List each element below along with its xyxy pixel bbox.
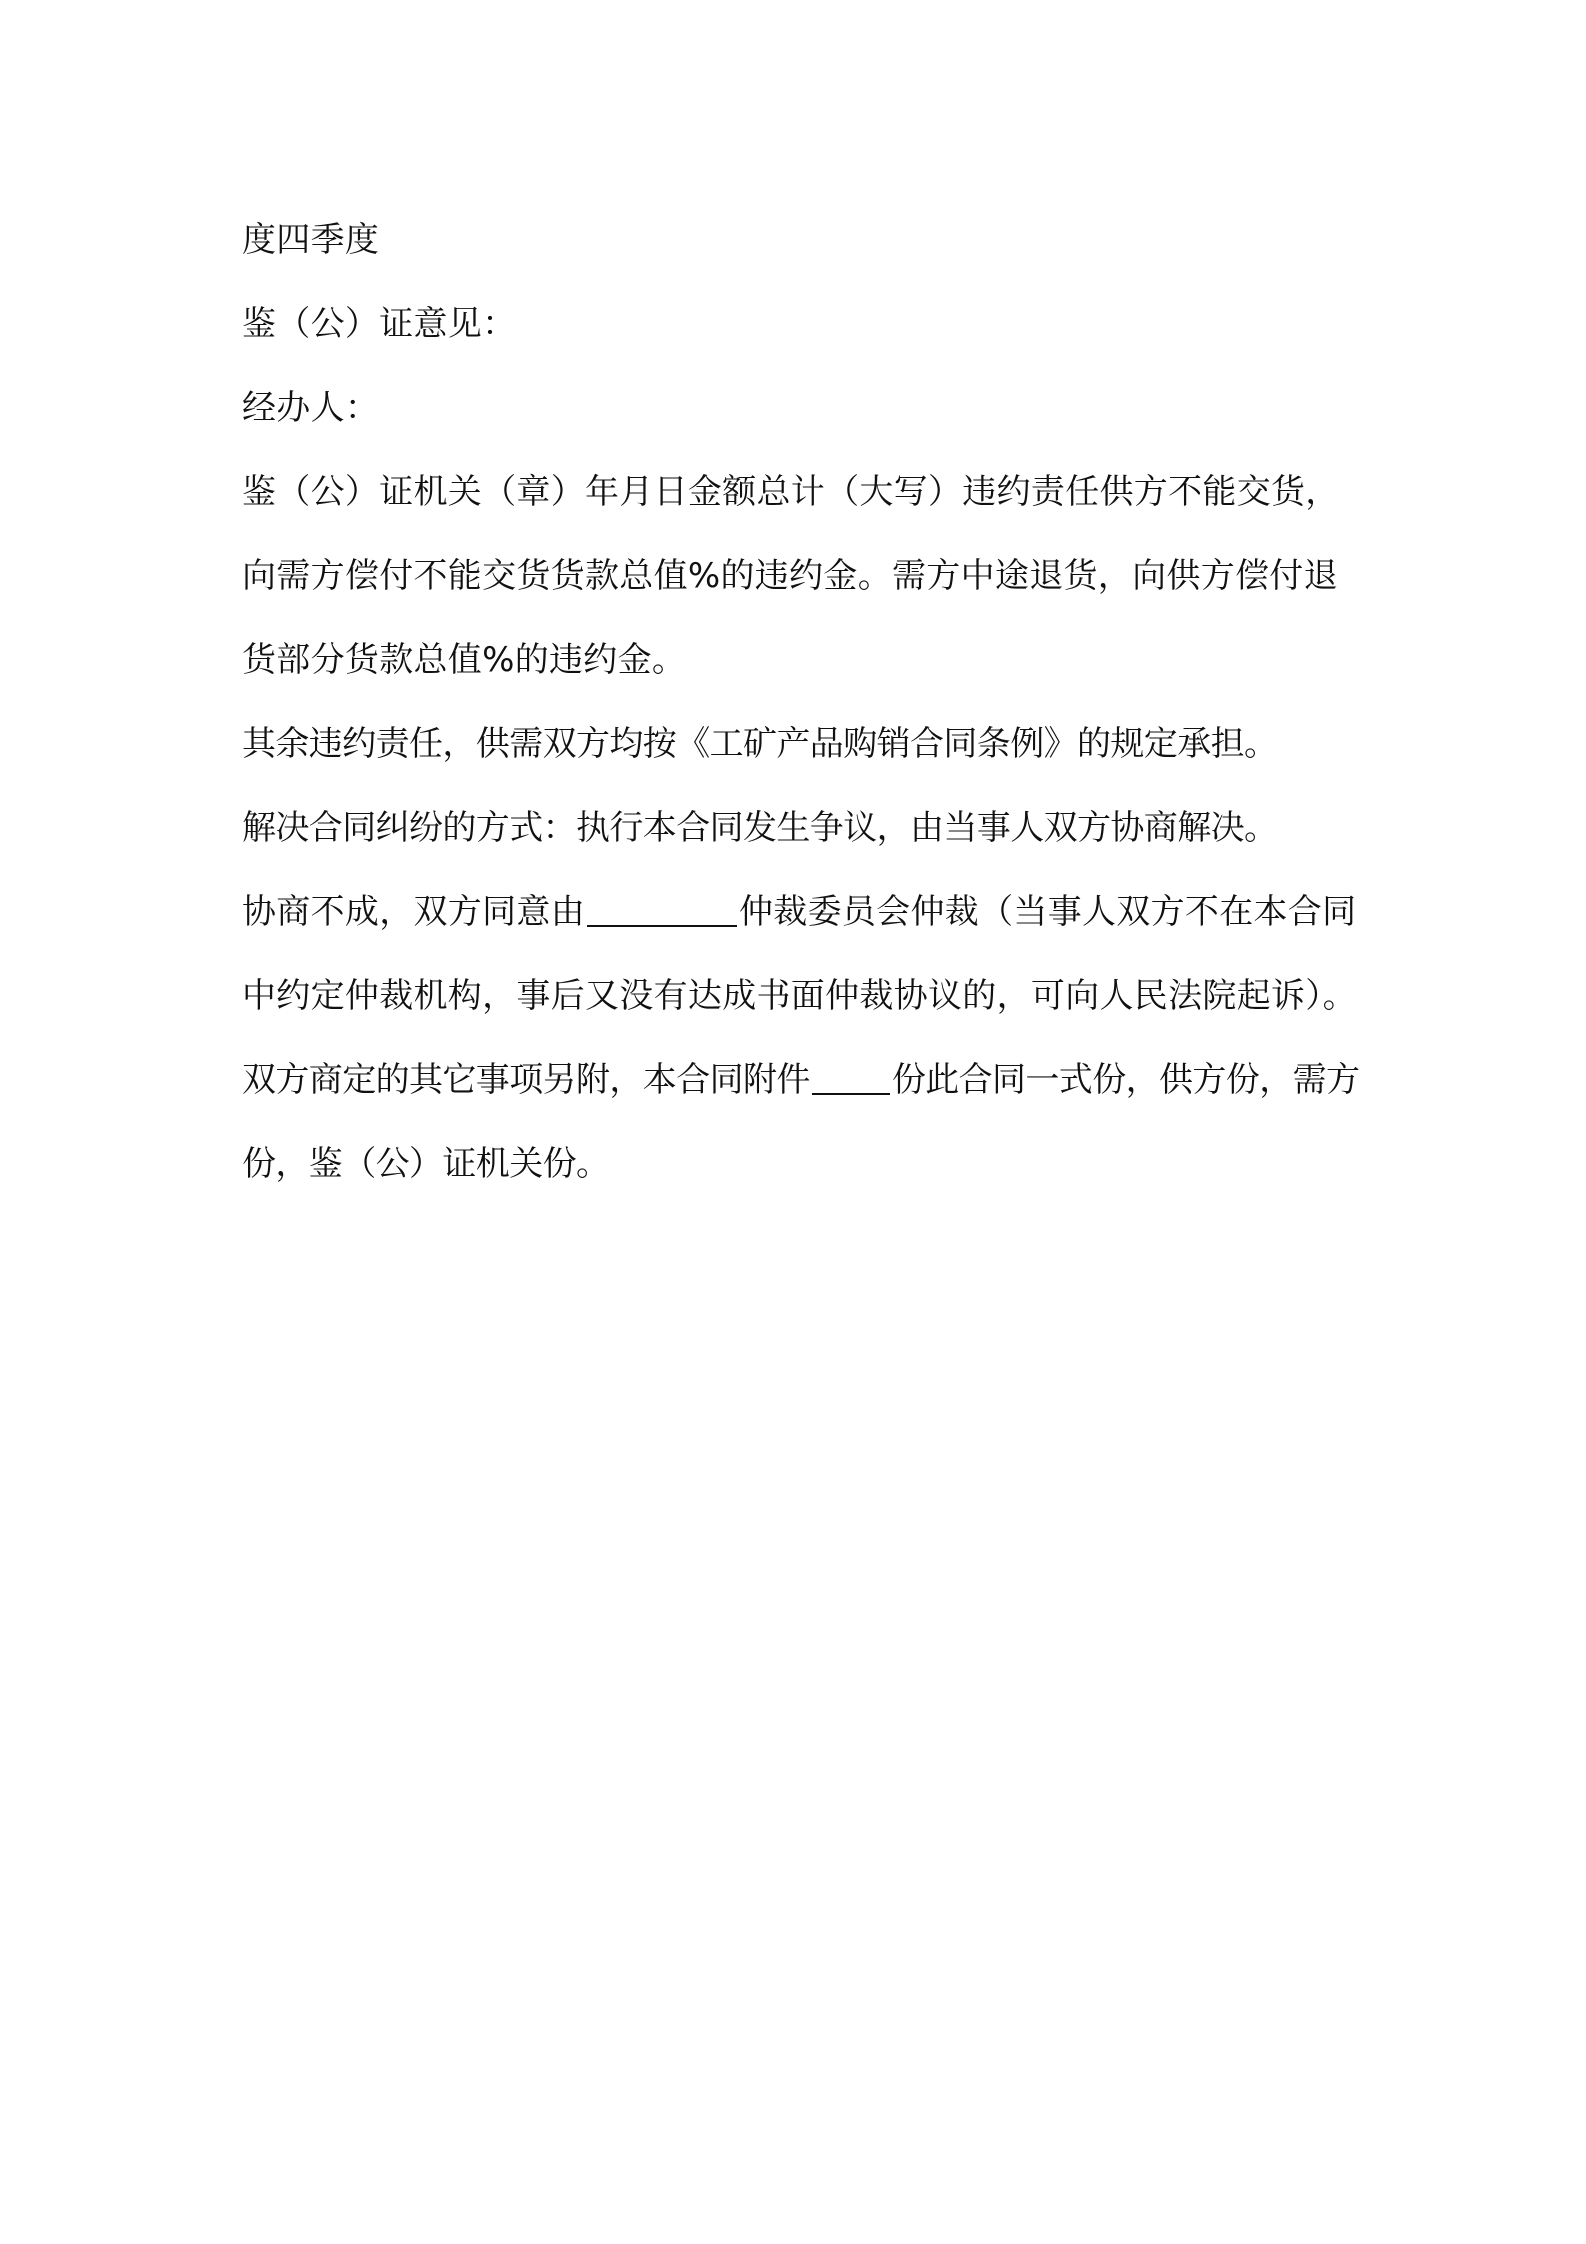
paragraph-arbitration (242, 870, 1362, 1038)
paragraph-dispute-resolution: 解决合同纠纷的方式：执行本合同发生争议，由当事人双方协商解决。 (242, 808, 1278, 848)
arbitration-blank (587, 891, 737, 927)
line-notary-opinion: 鉴（公）证意见： (242, 304, 517, 344)
arbitration-text-after: 仲裁委员会仲裁（当事人双方不在本合同中约定仲裁机构，事后又没有达成书面仲裁协议的，可向人民法院起诉）。 (242, 892, 1357, 1016)
paragraph-other-liability: 其余违约责任，供需双方均按《工矿产品购销合同条例》的规定承担。 (242, 724, 1278, 764)
paragraph-attachments (242, 1038, 1362, 1206)
paragraph-liability: 鉴（公）证机关（章）年月日金额总计（大写）违约责任供方不能交货，向需方偿付不能交货货款总值%的违约金。需方中途退货，向供方偿付退货部分货款总值%的违约金。 (242, 472, 1340, 680)
line-quarter: 度四季度 (242, 220, 380, 260)
attachments-blank (812, 1059, 890, 1095)
attachments-text-before: 双方商定的其它事项另附，本合同附件 (242, 1060, 810, 1100)
line-handler: 经办人： (242, 388, 380, 428)
arbitration-text-before: 协商不成，双方同意由 (242, 892, 585, 932)
attachments-text-after: 份此合同一式份，供方份，需方份，鉴（公）证机关份。 (242, 1060, 1360, 1184)
document-body (242, 198, 1362, 1206)
